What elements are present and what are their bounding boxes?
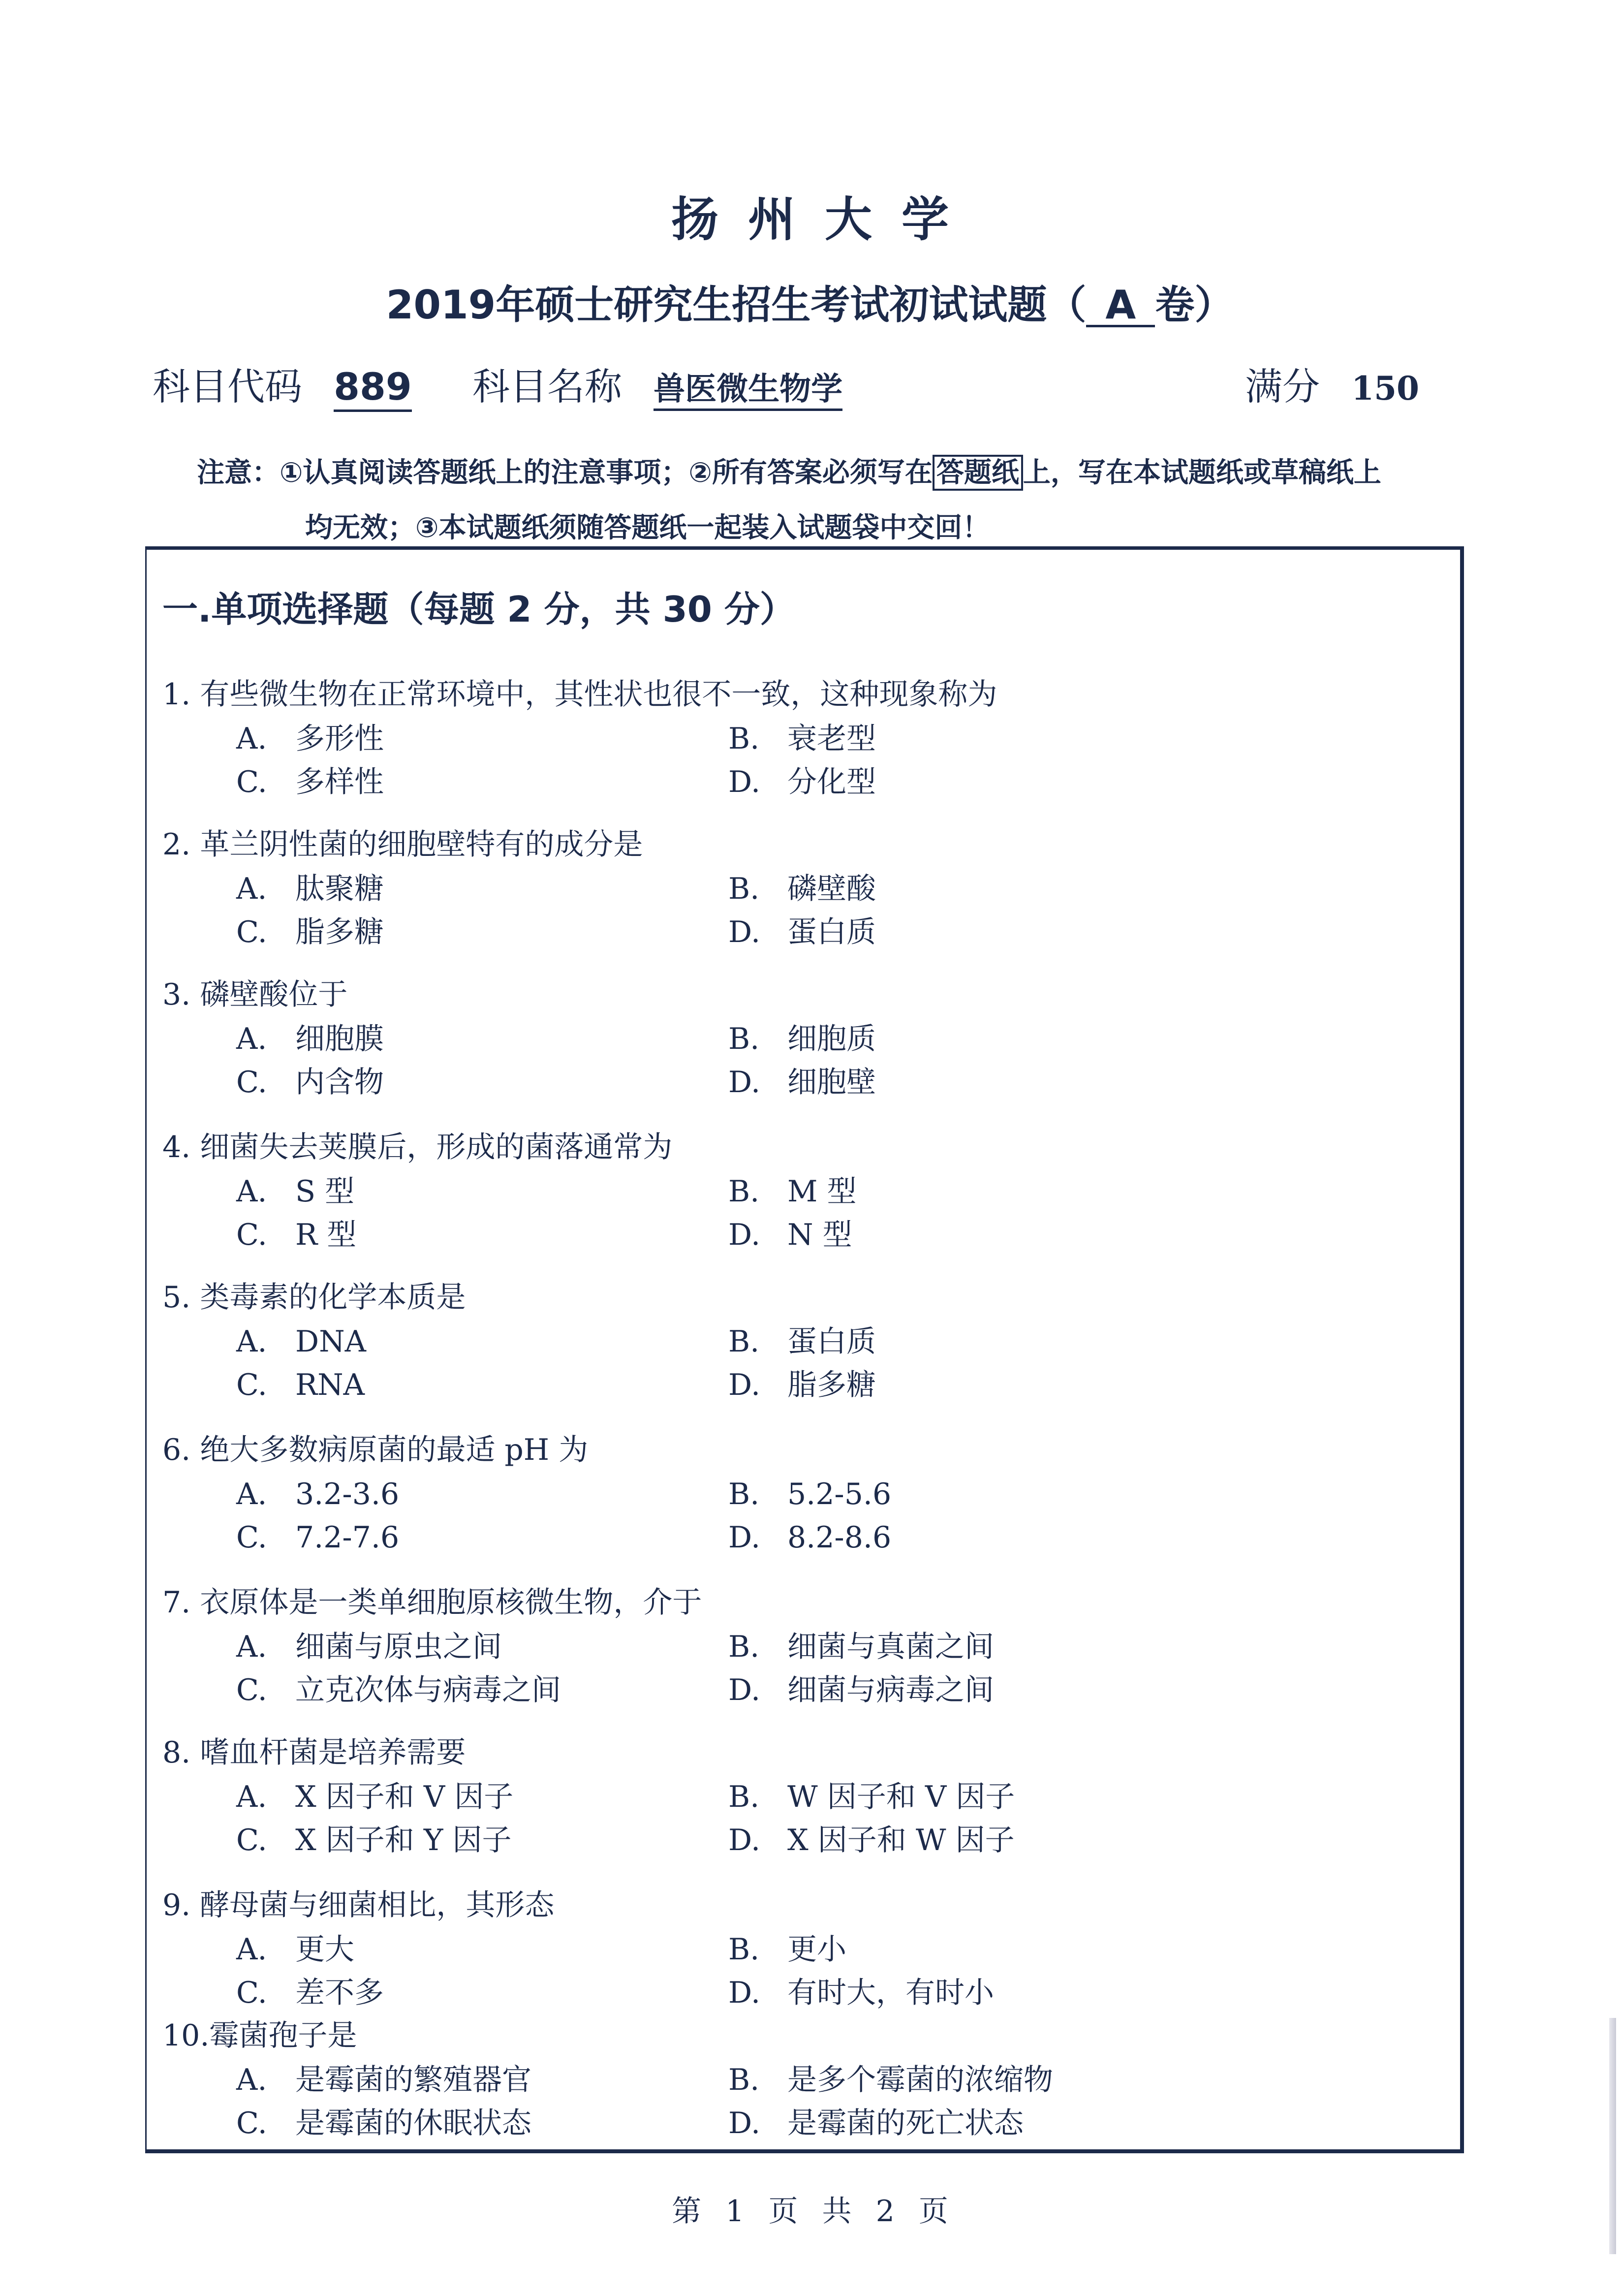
option-d: D. X 因子和 W 因子 — [728, 1823, 1015, 1857]
university-name: 扬州大学 — [671, 192, 978, 247]
option-b: B. 磷壁酸 — [728, 872, 876, 906]
question-stem: 8. 嗜血杆菌是培养需要 — [162, 1735, 466, 1770]
question-stem: 2. 革兰阴性菌的细胞壁特有的成分是 — [162, 827, 643, 862]
notice-line-2: 均无效；③本试题纸须随答题纸一起装入试题袋中交回！ — [305, 512, 990, 544]
option-d: D. 有时大，有时小 — [728, 1976, 994, 2010]
option-c: C. X 因子和 Y 因子 — [236, 1823, 512, 1857]
question-stem: 10.霉菌孢子是 — [162, 2018, 357, 2053]
question-9 — [162, 1883, 1442, 2014]
question-stem: 7. 衣原体是一类单细胞原核微生物，介于 — [162, 1585, 702, 1620]
option-a: A. 细菌与原虫之间 — [236, 1630, 502, 1664]
option-d: D. N 型 — [728, 1218, 852, 1252]
option-c: C. 脂多糖 — [236, 915, 384, 949]
section-title: 一.单项选择题（每题 2 分，共 30 分） — [162, 589, 795, 630]
option-c: C. 是霉菌的休眠状态 — [236, 2106, 531, 2140]
option-c: C. 差不多 — [236, 1976, 384, 2010]
option-d: D. 是霉菌的死亡状态 — [728, 2106, 1024, 2140]
option-b: B. 是多个霉菌的浓缩物 — [728, 2063, 1053, 2097]
option-d: D. 脂多糖 — [728, 1368, 876, 1402]
notice-block — [197, 445, 1381, 556]
question-4 — [162, 1125, 1442, 1257]
subject-code-field — [153, 357, 412, 410]
subject-name-label: 科目名称 — [472, 365, 622, 409]
option-a: A. DNA — [236, 1324, 366, 1359]
notice-text-1: ①认真阅读答题纸上的注意事项；②所有答案必须写在 — [280, 457, 933, 489]
option-d: D. 8.2-8.6 — [728, 1520, 892, 1555]
option-a: A. 细胞膜 — [236, 1022, 384, 1056]
subject-name-field — [472, 357, 842, 410]
notice-label: 注意： — [197, 457, 280, 489]
full-score-field — [1245, 357, 1419, 410]
full-score-label: 满分 — [1245, 365, 1320, 409]
paper-letter: A — [1086, 285, 1155, 327]
question-stem: 3. 磷壁酸位于 — [162, 977, 348, 1012]
option-c: C. 立克次体与病毒之间 — [236, 1673, 561, 1707]
question-stem: 4. 细菌失去荚膜后，形成的菌落通常为 — [162, 1130, 673, 1164]
question-6 — [162, 1427, 1442, 1559]
page-number: 第 1 页 共 2 页 — [672, 2194, 948, 2229]
option-b: B. W 因子和 V 因子 — [728, 1780, 1015, 1814]
question-10 — [162, 2013, 1442, 2145]
question-stem: 5. 类毒素的化学本质是 — [162, 1280, 466, 1315]
notice-line-1 — [197, 445, 1381, 501]
question-stem: 9. 酵母菌与细菌相比，其形态 — [162, 1888, 555, 1922]
option-c: C. RNA — [236, 1368, 365, 1402]
question-2 — [162, 822, 1442, 954]
question-1 — [162, 672, 1442, 804]
option-c: C. R 型 — [236, 1218, 357, 1252]
option-a: A. 是霉菌的繁殖器官 — [236, 2063, 531, 2097]
subject-code-value: 889 — [334, 365, 412, 412]
question-7 — [162, 1580, 1442, 1712]
option-d: D. 分化型 — [728, 765, 876, 799]
scan-edge-artifact — [1609, 2018, 1616, 2254]
option-b: B. 5.2-5.6 — [728, 1477, 892, 1511]
option-a: A. X 因子和 V 因子 — [236, 1780, 514, 1814]
option-c: C. 7.2-7.6 — [236, 1520, 400, 1555]
option-b: B. M 型 — [728, 1174, 857, 1209]
option-b: B. 衰老型 — [728, 722, 876, 756]
option-b: B. 细菌与真菌之间 — [728, 1630, 994, 1664]
option-b: B. 更小 — [728, 1932, 846, 1967]
question-stem: 6. 绝大多数病原菌的最适 pH 为 — [162, 1433, 589, 1467]
option-c: C. 内含物 — [236, 1065, 384, 1100]
question-8 — [162, 1730, 1442, 1862]
option-b: B. 蛋白质 — [728, 1324, 876, 1359]
option-d: D. 细菌与病毒之间 — [728, 1673, 994, 1707]
option-b: B. 细胞质 — [728, 1022, 876, 1056]
notice-text-2: 上，写在本试题纸或草稿纸上 — [1023, 457, 1381, 489]
answer-sheet-boxed: 答题纸 — [933, 455, 1023, 491]
question-3 — [162, 972, 1442, 1104]
subject-code-label: 科目代码 — [153, 365, 302, 409]
option-d: D. 细胞壁 — [728, 1065, 876, 1100]
option-d: D. 蛋白质 — [728, 915, 876, 949]
option-a: A. 更大 — [236, 1932, 354, 1967]
question-stem: 1. 有些微生物在正常环境中，其性状也很不一致，这种现象称为 — [162, 677, 997, 712]
option-a: A. S 型 — [236, 1174, 355, 1209]
option-a: A. 肽聚糖 — [236, 872, 384, 906]
option-a: A. 多形性 — [236, 722, 384, 756]
exam-title-prefix: 2019年硕士研究生招生考试初试试题（ — [386, 282, 1087, 328]
question-5 — [162, 1275, 1442, 1407]
option-c: C. 多样性 — [236, 765, 384, 799]
exam-title-suffix: 卷） — [1155, 282, 1234, 328]
exam-title — [0, 273, 1620, 330]
full-score-value: 150 — [1351, 369, 1419, 408]
option-a: A. 3.2-3.6 — [236, 1477, 400, 1511]
subject-name-value: 兽医微生物学 — [654, 371, 842, 411]
